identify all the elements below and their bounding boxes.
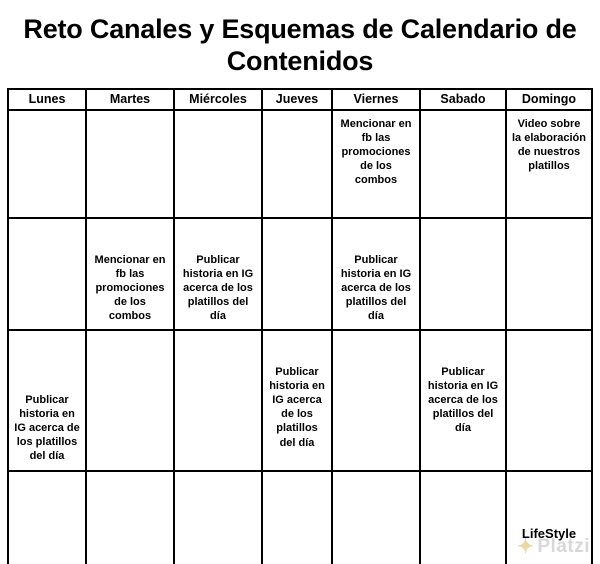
platzi-logo-icon: ✦ (517, 536, 535, 558)
cell-text: Mencionar en fb las promociones de los combos (94, 253, 166, 323)
calendar-cell[interactable] (174, 471, 262, 564)
calendar-cell[interactable] (174, 330, 262, 470)
calendar-cell[interactable] (506, 218, 592, 330)
column-header-lunes: Lunes (8, 89, 86, 110)
column-header-martes: Martes (86, 89, 174, 110)
calendar-cell[interactable] (262, 471, 332, 564)
platzi-watermark (517, 536, 590, 558)
cell-text: Video sobre la elaboración de nuestros platillos (512, 117, 586, 172)
calendar-cell[interactable] (262, 110, 332, 218)
calendar-cell[interactable] (420, 330, 506, 470)
calendar-cell[interactable] (86, 110, 174, 218)
table-row (8, 471, 592, 564)
calendar-cell[interactable] (8, 471, 86, 564)
calendar-cell[interactable] (86, 218, 174, 330)
content-calendar-table (7, 88, 593, 564)
calendar-cell[interactable] (86, 471, 174, 564)
column-header-domingo: Domingo (506, 89, 592, 110)
calendar-cell[interactable] (332, 330, 420, 470)
calendar-header-row (8, 89, 592, 110)
table-row (8, 330, 592, 470)
calendar-cell[interactable] (420, 218, 506, 330)
calendar-cell[interactable] (332, 110, 420, 218)
calendar-cell[interactable] (332, 471, 420, 564)
calendar-cell[interactable] (420, 110, 506, 218)
column-header-viernes: Viernes (332, 89, 420, 110)
column-header-jueves: Jueves (262, 89, 332, 110)
calendar-cell[interactable] (174, 218, 262, 330)
column-header-miercoles: Miércoles (174, 89, 262, 110)
cell-text: Publicar historia en IG acerca de los platillos del día (427, 366, 499, 435)
cell-text: Publicar historia en IG acerca de los platillos del día (269, 366, 325, 449)
calendar-cell[interactable] (332, 218, 420, 330)
cell-text: Publicar historia en IG acerca de los platillos del día (182, 253, 254, 323)
calendar-cell[interactable] (262, 218, 332, 330)
watermark-text: Platzi (537, 536, 590, 557)
cell-text: Publicar historia en IG acerca de los platillos del día (340, 253, 412, 323)
table-row (8, 218, 592, 330)
calendar-body (8, 110, 592, 564)
cell-text: Publicar historia en IG acerca de los platillos del día (14, 394, 80, 463)
calendar-cell[interactable] (174, 110, 262, 218)
calendar-cell[interactable] (8, 110, 86, 218)
calendar-cell[interactable] (8, 218, 86, 330)
calendar-cell[interactable] (8, 330, 86, 470)
calendar-cell[interactable] (262, 330, 332, 470)
page-title: Reto Canales y Esquemas de Calendario de Contenidos (23, 14, 577, 76)
cell-text: LifeStyle (521, 525, 577, 541)
calendar-cell[interactable] (506, 330, 592, 470)
cell-text: Mencionar en fb las promociones de los combos (340, 117, 412, 187)
calendar-cell[interactable] (86, 330, 174, 470)
column-header-sabado: Sabado (420, 89, 506, 110)
calendar-cell[interactable] (420, 471, 506, 564)
calendar-cell[interactable] (506, 110, 592, 218)
table-row (8, 110, 592, 218)
